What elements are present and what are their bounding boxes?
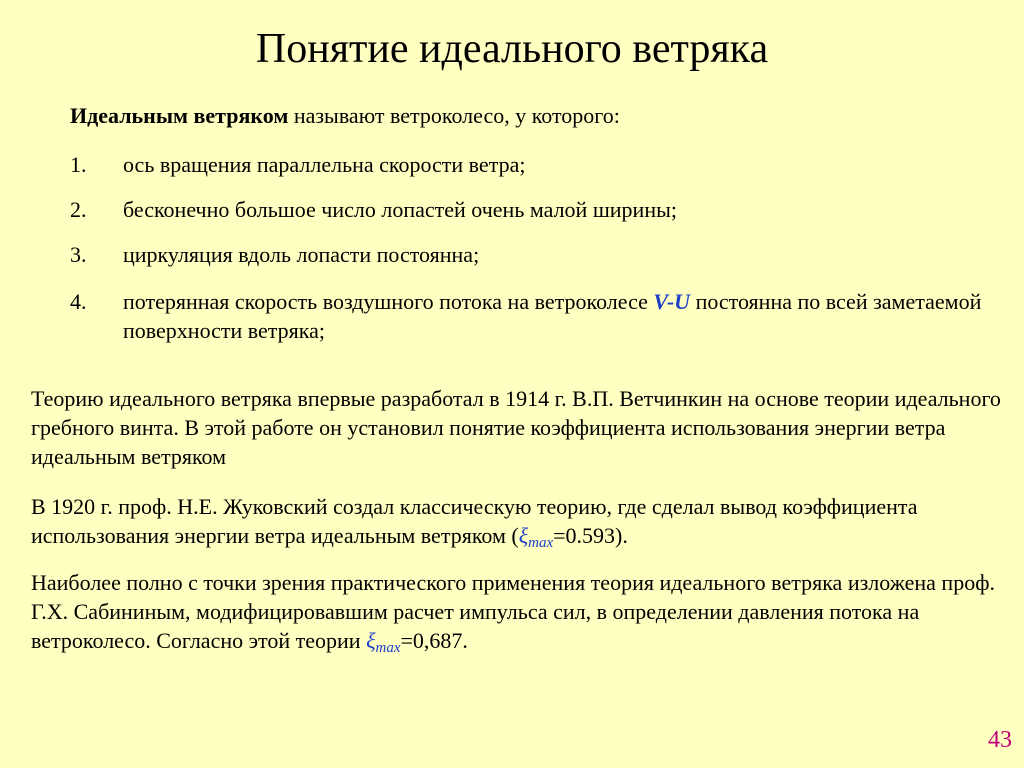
list-text: [123, 287, 998, 345]
intro-definition: [70, 102, 1000, 130]
paragraph-vetchinkin: Теорию идеального ветряка впервые разработал в 1914 г. В.П. Ветчинкин на основе теории идеального гребного винта. В этой работе он установил понятие коэффициента использования энергии ветра идеальным ветряком: [31, 386, 1001, 469]
list-text: ось вращения параллельна скорости ветра;: [123, 152, 526, 177]
intro-rest: называют ветроколесо, у которого:: [288, 103, 620, 128]
paragraph-text: =0.593).: [553, 523, 628, 548]
paragraph-text: В 1920 г. проф. Н.Е. Жуковский создал классическую теорию, где сделал вывод коэффициента использования энергии ветра идеальным ветряком (: [31, 494, 918, 548]
list-text: бесконечно большое число лопастей очень малой ширины;: [123, 197, 677, 222]
paragraph-text: Наиболее полно с точки зрения практического применения теория идеального ветряка изложена проф. Г.Х. Сабининым, модифицировавшим расчет импульса сил, в определении давления потока на ветроколесо. Согласно этой теории: [31, 570, 995, 653]
list-text-before: потерянная скорость воздушного потока на ветроколесе: [123, 289, 654, 314]
list-number: 3.: [70, 242, 87, 267]
xi-glyph: ξ: [366, 628, 376, 653]
xi-subscript: max: [375, 640, 401, 656]
list-text-after: постоянна по всей заметаемой поверхности ветряка;: [123, 289, 982, 343]
xi-subscript: max: [528, 535, 554, 551]
xi-symbol: [518, 523, 554, 551]
paragraph-zhukovsky: [31, 492, 1001, 558]
page-number: 43: [988, 727, 1012, 753]
list-number: 2.: [70, 197, 87, 222]
list-text: циркуляция вдоль лопасти постоянна;: [123, 242, 480, 267]
list-number: 4.: [70, 289, 87, 314]
xi-glyph: ξ: [518, 523, 529, 548]
slide-title: Понятие идеального ветряка: [255, 26, 769, 72]
xi-symbol: [366, 628, 401, 656]
paragraph-sabinin: [31, 568, 1001, 663]
intro-bold-term: Идеальным ветряком: [70, 103, 289, 128]
velocity-variable: V-U: [653, 289, 691, 314]
paragraph-text: =0,687.: [400, 628, 468, 653]
list-number: 1.: [70, 152, 87, 177]
